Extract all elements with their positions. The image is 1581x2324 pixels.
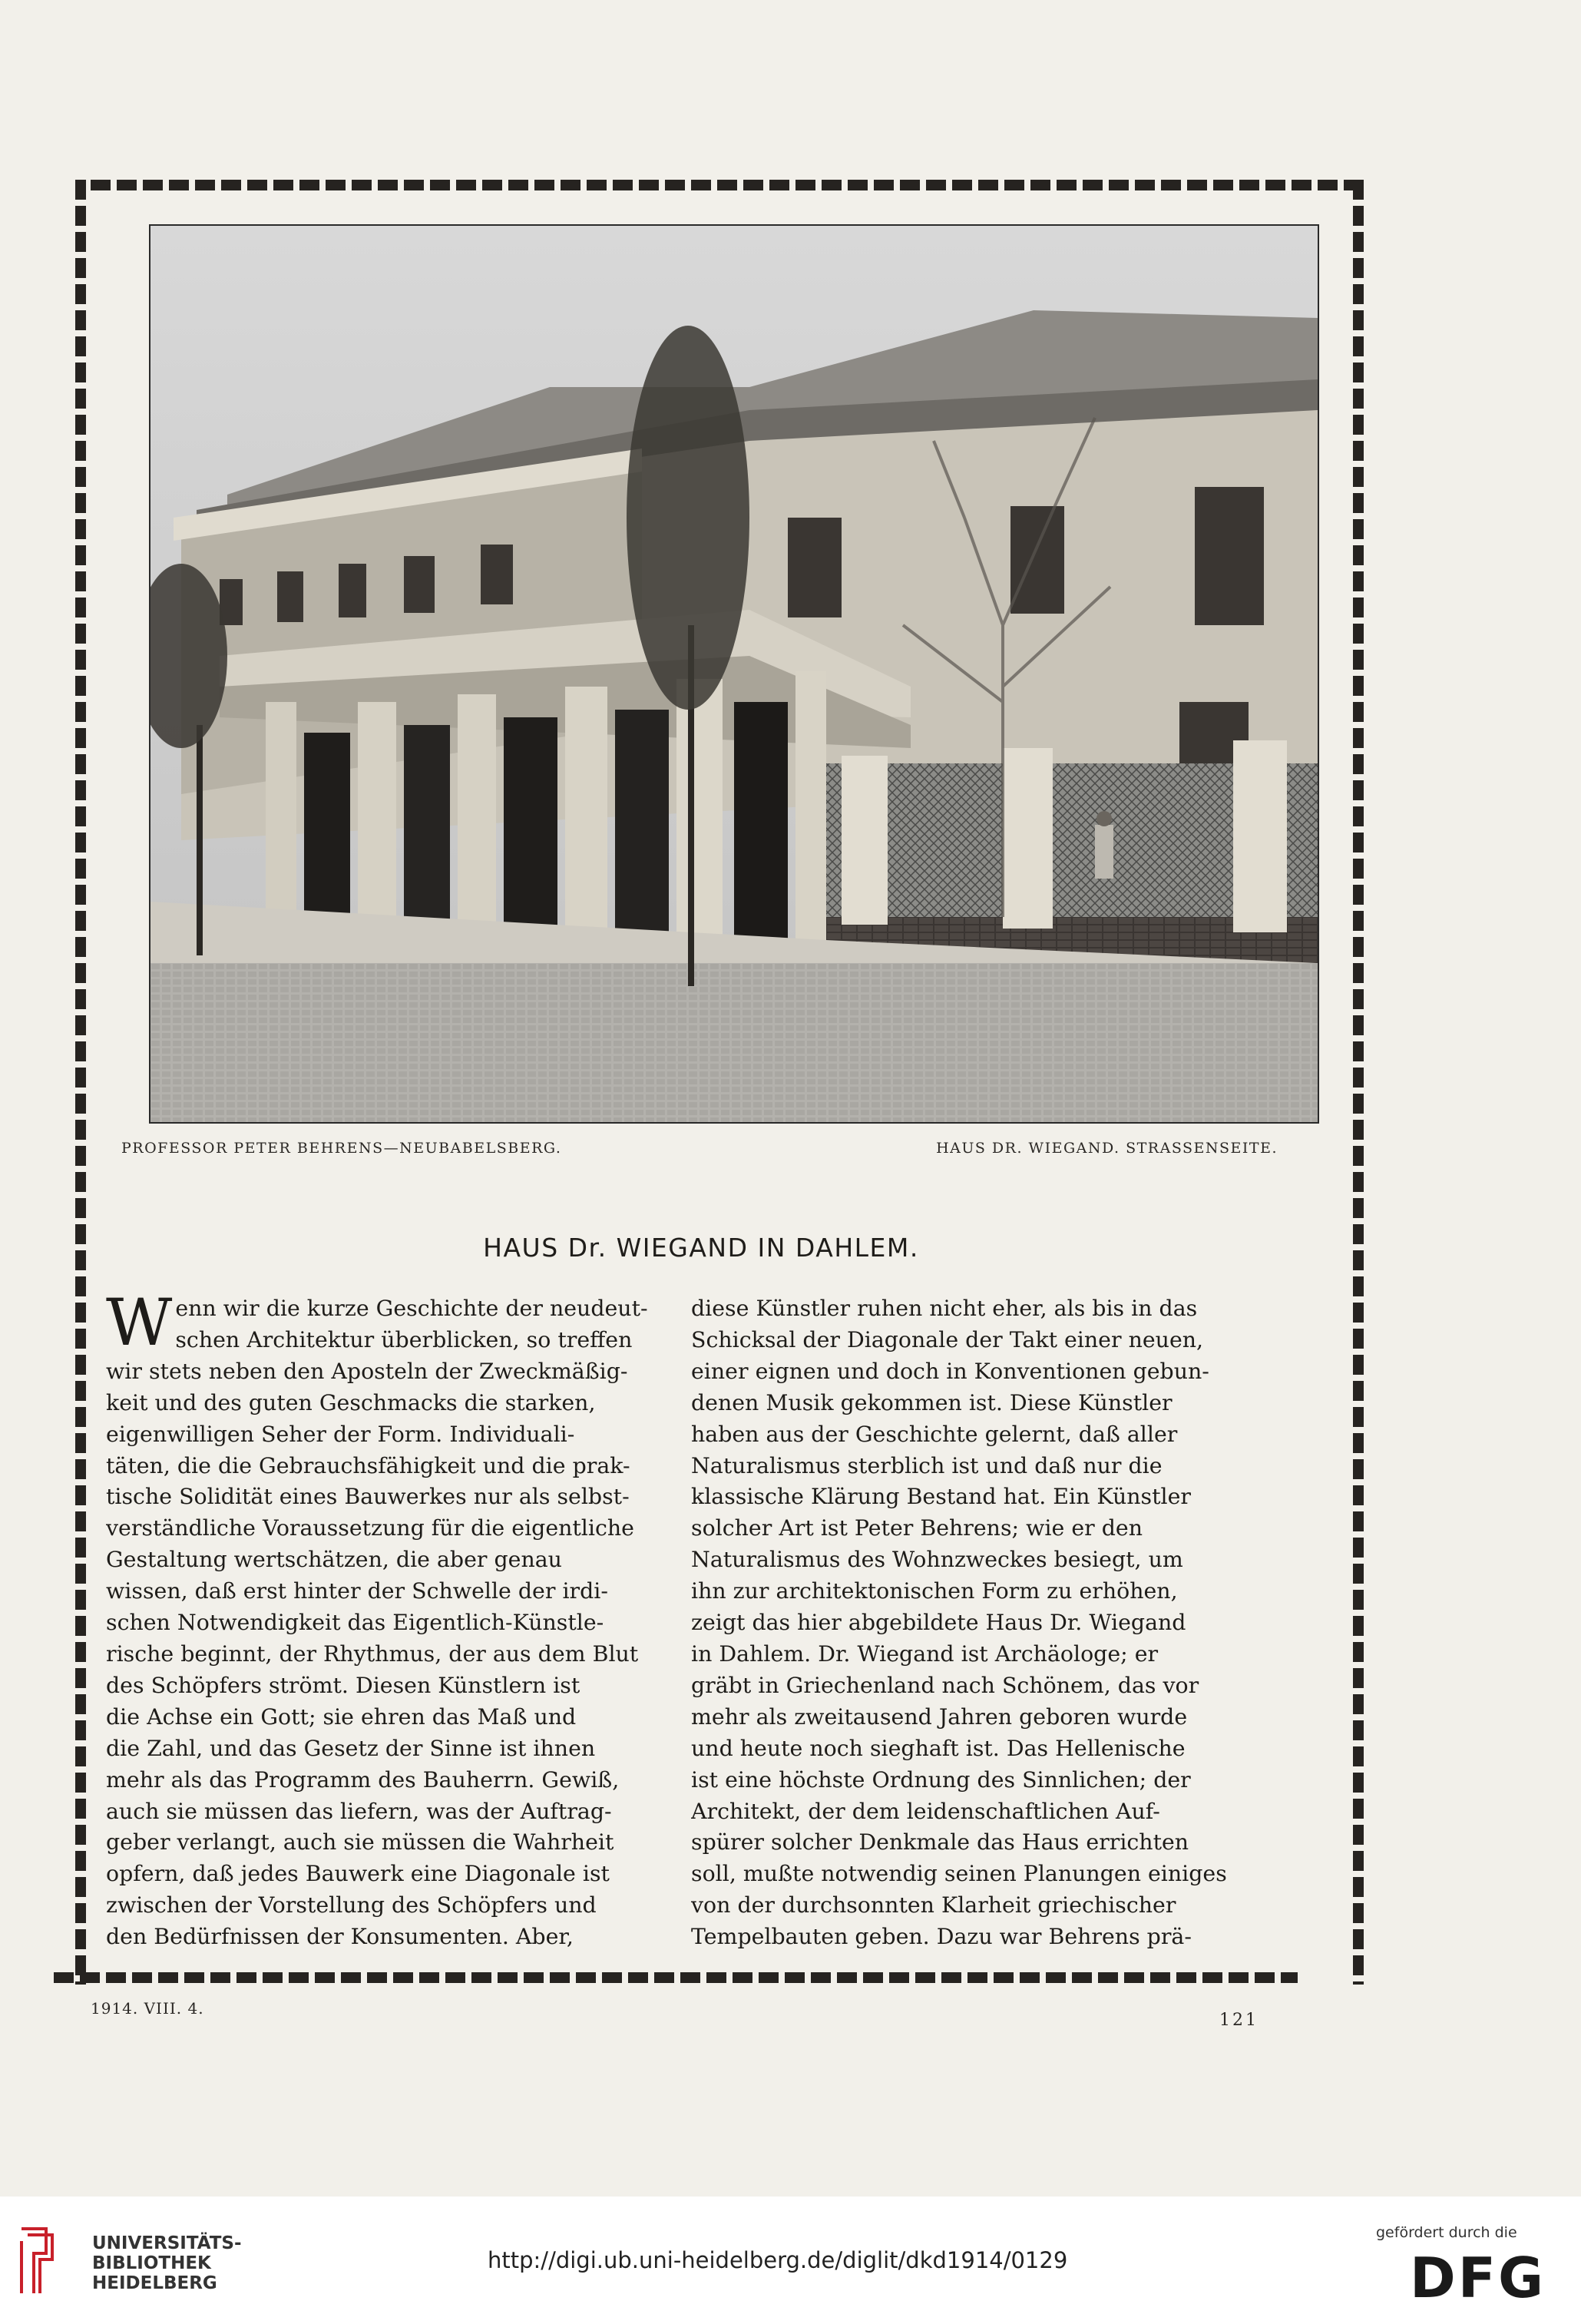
text-line: verständliche Voraussetzung für die eigentliche (106, 1515, 634, 1541)
text-line: Naturalismus sterblich ist und daß nur die (691, 1452, 1163, 1478)
funding-note: gefördert durch die (1376, 2224, 1517, 2241)
text-line: diese Künstler ruhen nicht eher, als bis in das (691, 1296, 1198, 1321)
drop-cap: W (106, 1285, 173, 1360)
frame-bottom-border (54, 1972, 1298, 1983)
house-photograph (149, 224, 1319, 1124)
text-line: wissen, daß erst hinter der Schwelle der irdi- (106, 1578, 608, 1604)
text-line: ihn zur architektonischen Form zu erhöhen, (691, 1578, 1178, 1604)
library-name (92, 2233, 242, 2293)
library-logo-icon (15, 2223, 69, 2299)
photo-caption-title: HAUS DR. WIEGAND. STRASSENSEITE. (936, 1140, 1278, 1157)
text-line: soll, mußte notwendig seinen Planungen einiges (691, 1861, 1227, 1887)
text-line: rische beginnt, der Rhythmus, der aus dem Blut (106, 1640, 639, 1667)
text-line: mehr als das Programm des Bauherrn. Gewiß, (106, 1766, 620, 1793)
text-line: enn wir die kurze Geschichte der neudeut- (175, 1296, 648, 1321)
text-line: Tempelbauten geben. Dazu war Behrens prä- (691, 1924, 1192, 1950)
text-line: zwischen der Vorstellung des Schöpfers und (106, 1892, 597, 1918)
text-line: des Schöpfers strömt. Diesen Künstlern ist (106, 1672, 580, 1698)
text-line: die Achse ein Gott; sie ehren das Maß und (106, 1703, 577, 1730)
text-line: opfern, daß jedes Bauwerk eine Diagonale ist (106, 1861, 610, 1887)
issue-reference: 1914. VIII. 4. (91, 1999, 204, 2018)
text-line: keit und des guten Geschmacks die starken, (106, 1389, 596, 1415)
text-line: Architekt, der dem leidenschaftlichen Auf- (691, 1798, 1160, 1824)
article-column-left (106, 1285, 688, 1953)
article-column-right (691, 1293, 1273, 1953)
frame-right-border (1353, 180, 1364, 1985)
text-line: Gestaltung wertschätzen, die aber genau (106, 1547, 562, 1573)
dfg-logo: DFG (1410, 2246, 1546, 2310)
text-line: in Dahlem. Dr. Wiegand ist Archäologe; er (691, 1640, 1159, 1667)
permalink-url[interactable]: http://digi.ub.uni-heidelberg.de/diglit/dkd1914/0129 (488, 2247, 1068, 2273)
text-line: solcher Art ist Peter Behrens; wie er den (691, 1515, 1143, 1541)
text-line: den Bedürfnissen der Konsumenten. Aber, (106, 1924, 574, 1950)
page-number: 121 (1219, 2011, 1259, 2030)
text-line: denen Musik gekommen ist. Diese Künstler (691, 1389, 1173, 1415)
text-line: spürer solcher Denkmale das Haus errichten (691, 1829, 1189, 1856)
text-line: Naturalismus des Wohnzweckes besiegt, um (691, 1547, 1183, 1573)
library-name-line: UNIVERSITÄTS- (92, 2233, 242, 2253)
text-line: mehr als zweitausend Jahren geboren wurde (691, 1703, 1188, 1730)
text-line: gräbt in Griechenland nach Schönem, das vor (691, 1672, 1199, 1698)
text-line: Schicksal der Diagonale der Takt einer neuen, (691, 1326, 1204, 1352)
text-line: klassische Klärung Bestand hat. Ein Künstler (691, 1484, 1191, 1510)
text-line: und heute noch sieghaft ist. Das Hellenische (691, 1735, 1186, 1761)
photo-caption-architect: PROFESSOR PETER BEHRENS—NEUBABELSBERG. (121, 1140, 562, 1157)
text-line: ist eine höchste Ordnung des Sinnlichen; der (691, 1766, 1191, 1793)
digitization-footer (0, 2197, 1581, 2324)
frame-left-border (75, 180, 86, 1985)
text-line: die Zahl, und das Gesetz der Sinne ist ihnen (106, 1735, 596, 1761)
article-title: HAUS Dr. WIEGAND IN DAHLEM. (483, 1233, 919, 1263)
text-line: von der durchsonnten Klarheit griechischer (691, 1892, 1176, 1918)
text-line: eigenwilligen Seher der Form. Individuali- (106, 1421, 575, 1447)
text-line: einer eignen und doch in Konventionen gebun- (691, 1358, 1209, 1384)
text-line: täten, die die Gebrauchsfähigkeit und die prak- (106, 1452, 630, 1478)
library-name-line: HEIDELBERG (92, 2273, 217, 2293)
text-line: haben aus der Geschichte gelernt, daß aller (691, 1421, 1178, 1447)
library-name-line: BIBLIOTHEK (92, 2253, 211, 2273)
text-line: geber verlangt, auch sie müssen die Wahrheit (106, 1829, 614, 1856)
text-line: tische Solidität eines Bauwerkes nur als selbst- (106, 1484, 630, 1510)
text-line: auch sie müssen das liefern, was der Auftrag- (106, 1798, 612, 1824)
text-line: zeigt das hier abgebildete Haus Dr. Wiegand (691, 1610, 1186, 1636)
frame-top-border (91, 180, 1365, 190)
text-line: schen Notwendigkeit das Eigentlich-Künstle- (106, 1610, 604, 1636)
text-line: schen Architektur überblicken, so treffen (175, 1326, 633, 1352)
text-line: wir stets neben den Aposteln der Zweckmäßig- (106, 1358, 628, 1384)
